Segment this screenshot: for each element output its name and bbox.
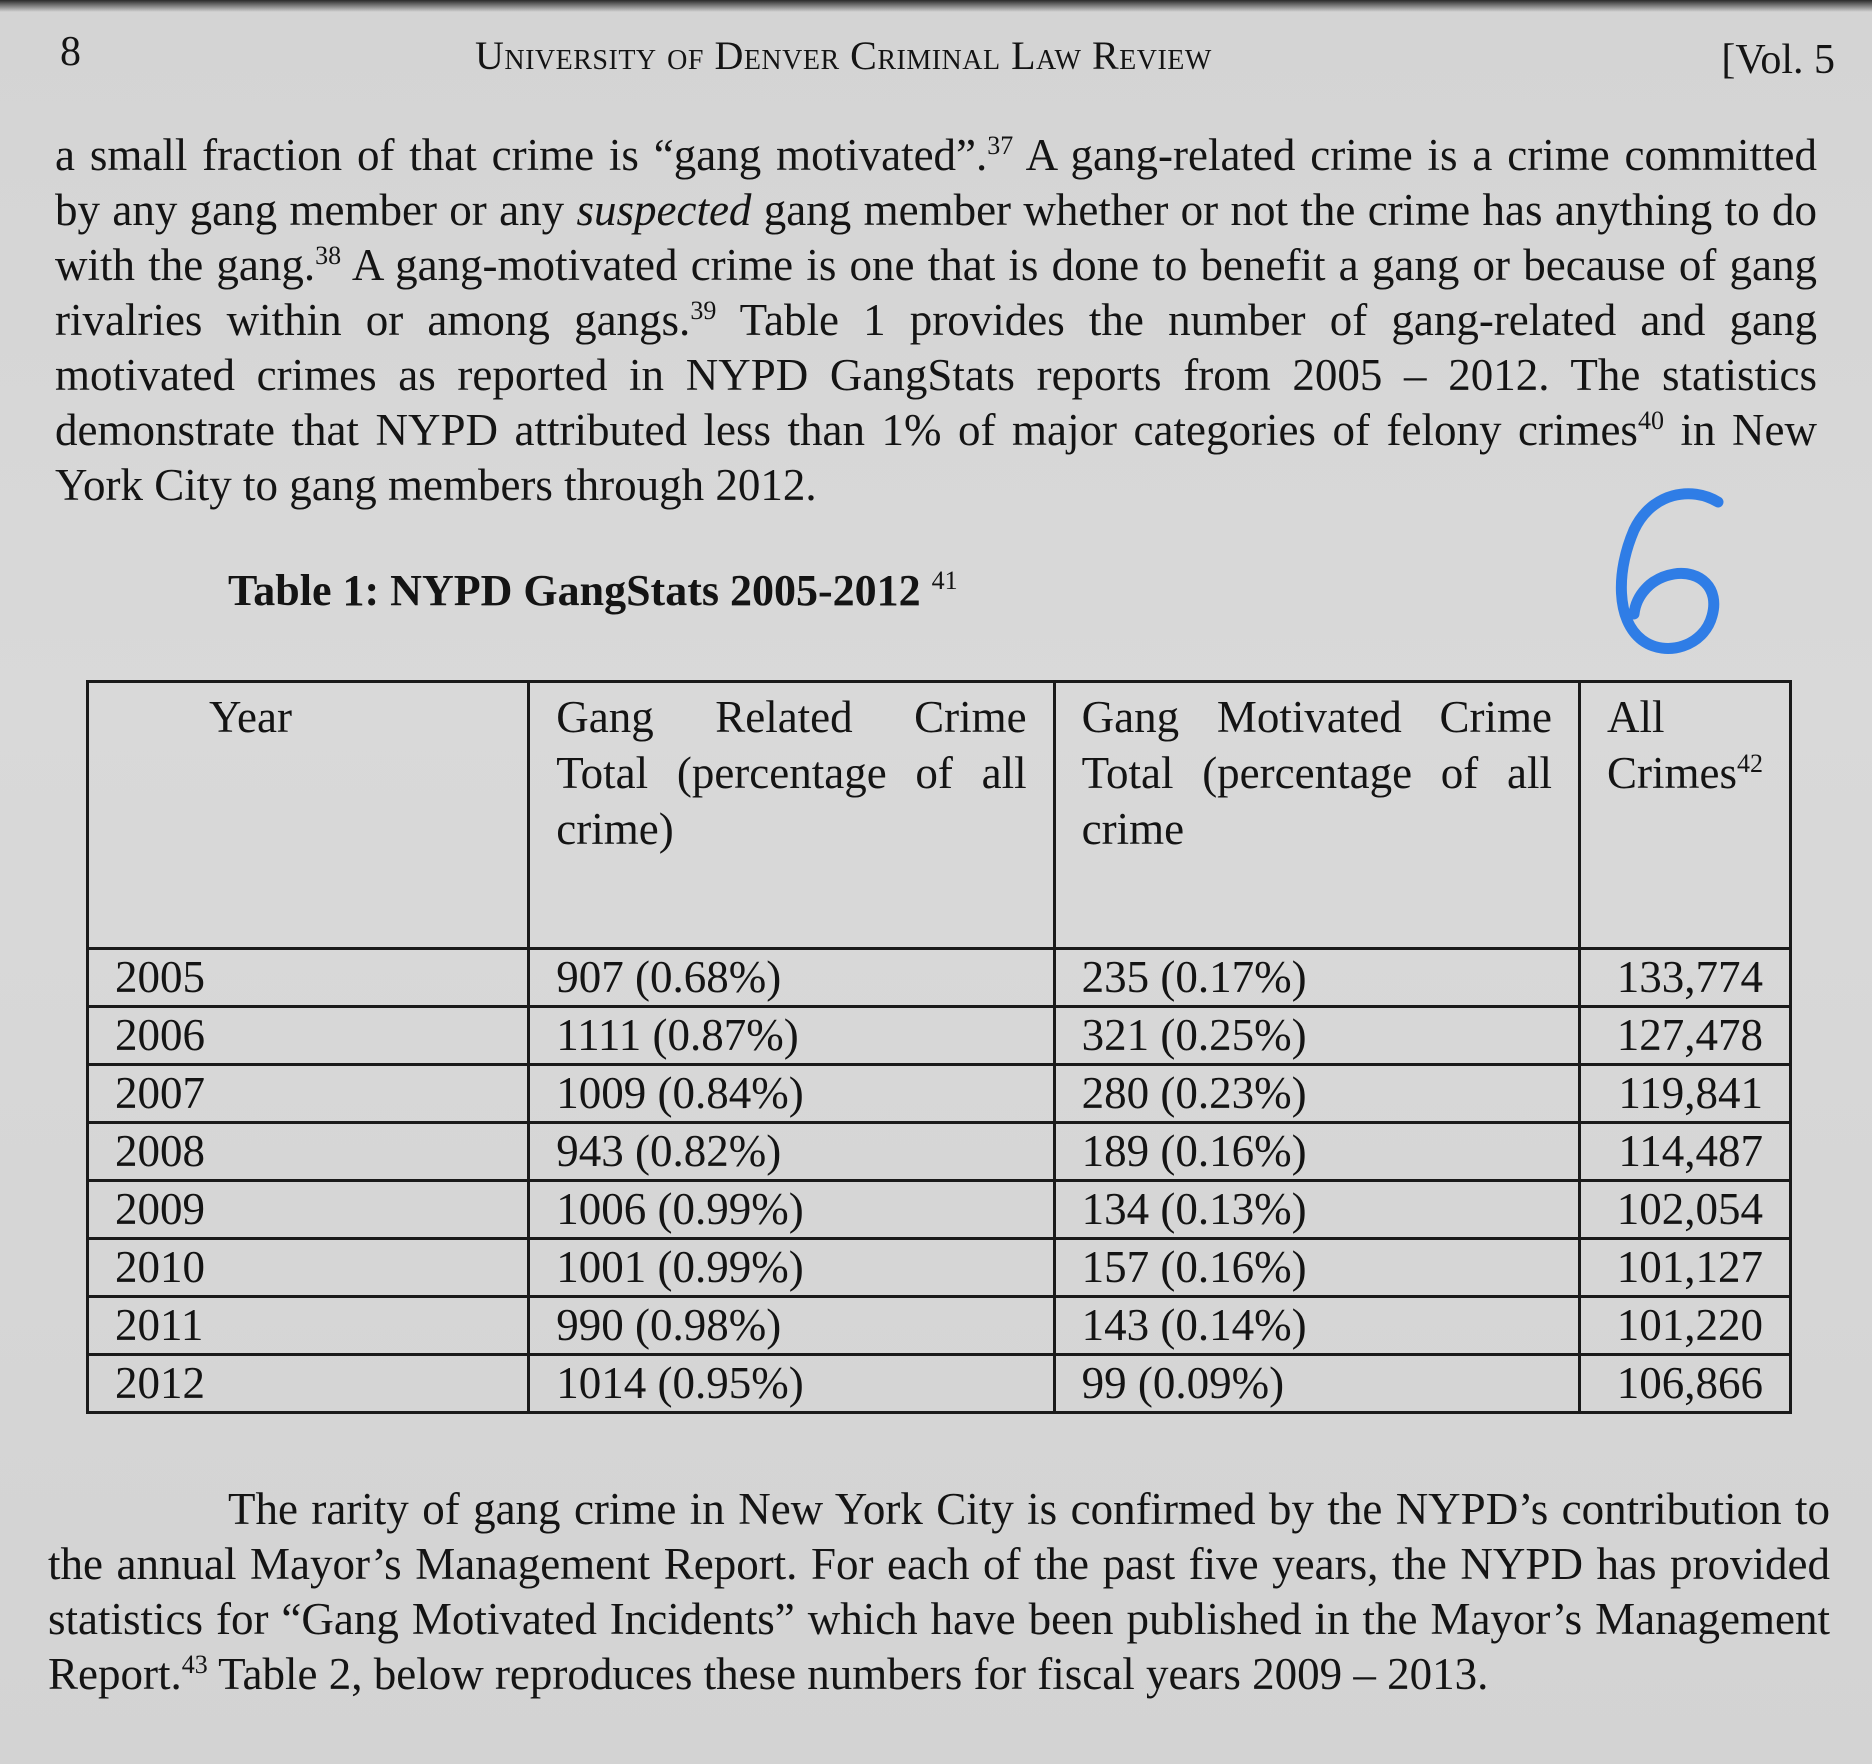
header-gang-motivated: Gang Motivated Crime Total (percentage of all crime	[1054, 682, 1579, 949]
cell-year: 2011	[88, 1297, 529, 1355]
gangstats-table	[86, 680, 1792, 1414]
paragraph-text: A gang-motivated crime is one that is done to benefit a gang or because of gang rivalries within or among gangs.	[55, 240, 1818, 345]
table-row	[88, 1181, 1791, 1239]
journal-title: University of Denver Criminal Law Review	[475, 33, 1212, 78]
cell-gang-motivated: 134 (0.13%)	[1054, 1181, 1579, 1239]
cell-all-crimes: 106,866	[1580, 1355, 1791, 1413]
body-paragraph-2	[48, 1482, 1830, 1702]
cell-gang-related: 1014 (0.95%)	[529, 1355, 1054, 1413]
paragraph-text: gang member whether or not the crime has anything to do with the gang.	[55, 185, 1818, 290]
footnote-ref-38: 38	[315, 241, 342, 270]
paragraph-text: in New York City to gang members through 2012.	[55, 405, 1817, 510]
cell-gang-motivated: 99 (0.09%)	[1054, 1355, 1579, 1413]
cell-gang-related: 907 (0.68%)	[529, 949, 1054, 1007]
paragraph-text: A gang-related crime is a crime committed by any gang member or any	[55, 130, 1817, 235]
cell-gang-motivated: 143 (0.14%)	[1054, 1297, 1579, 1355]
photo-edge-shadow	[0, 0, 1872, 12]
cell-all-crimes: 114,487	[1580, 1123, 1791, 1181]
cell-gang-motivated: 280 (0.23%)	[1054, 1065, 1579, 1123]
cell-all-crimes: 101,220	[1580, 1297, 1791, 1355]
cell-all-crimes: 119,841	[1580, 1065, 1791, 1123]
footnote-ref-39: 39	[690, 296, 717, 325]
cell-gang-motivated: 235 (0.17%)	[1054, 949, 1579, 1007]
table-header-row	[88, 682, 1791, 949]
table-row	[88, 1065, 1791, 1123]
footnote-ref-41: 41	[931, 566, 958, 595]
cell-all-crimes: 101,127	[1580, 1239, 1791, 1297]
cell-gang-related: 990 (0.98%)	[529, 1297, 1054, 1355]
table-row	[88, 949, 1791, 1007]
cell-year: 2007	[88, 1065, 529, 1123]
cell-year: 2008	[88, 1123, 529, 1181]
cell-year: 2009	[88, 1181, 529, 1239]
cell-all-crimes: 102,054	[1580, 1181, 1791, 1239]
table-row	[88, 1123, 1791, 1181]
emphasis-text: suspected	[576, 185, 752, 235]
volume-label: [Vol. 5	[1721, 37, 1835, 83]
running-header	[55, 28, 1835, 88]
paragraph-text: Table 1 provides the number of gang-related and gang motivated crimes as reported in NYPD GangStats reports from 2005 – 2012. The statistics demonstrate that NYPD attributed less than 1% of major categories of felony crimes	[55, 295, 1817, 455]
footnote-ref-42: 42	[1737, 749, 1764, 778]
paragraph-text: The rarity of gang crime in New York City is confirmed by the NYPD’s contribution to the annual Mayor’s Management Report. For each of the past five years, the NYPD has provided statistics for “Gang Motivated Incidents” which have been published in the Mayor’s Management Report.	[48, 1484, 1830, 1699]
footnote-ref-37: 37	[987, 131, 1014, 160]
cell-gang-motivated: 157 (0.16%)	[1054, 1239, 1579, 1297]
footnote-ref-43: 43	[181, 1650, 208, 1679]
cell-gang-related: 943 (0.82%)	[529, 1123, 1054, 1181]
table-title: Table 1: NYPD GangStats 2005-2012	[228, 566, 921, 615]
paragraph-text: Table 2, below reproduces these numbers for fiscal years 2009 – 2013.	[207, 1649, 1489, 1699]
table-row	[88, 1297, 1791, 1355]
cell-gang-related: 1111 (0.87%)	[529, 1007, 1054, 1065]
table-row	[88, 1355, 1791, 1413]
table-row	[88, 1239, 1791, 1297]
cell-gang-motivated: 321 (0.25%)	[1054, 1007, 1579, 1065]
page-number: 8	[60, 29, 81, 75]
cell-all-crimes: 133,774	[1580, 949, 1791, 1007]
cell-year: 2006	[88, 1007, 529, 1065]
header-all-crimes-label: All Crimes	[1607, 692, 1738, 798]
header-year: Year	[88, 682, 529, 949]
cell-gang-related: 1009 (0.84%)	[529, 1065, 1054, 1123]
body-paragraph-1	[55, 128, 1817, 513]
header-gang-related: Gang Related Crime Total (percentage of all crime)	[529, 682, 1054, 949]
cell-gang-motivated: 189 (0.16%)	[1054, 1123, 1579, 1181]
footnote-ref-40: 40	[1637, 406, 1664, 435]
paragraph-text: a small fraction of that crime is “gang motivated”.	[55, 130, 988, 180]
cell-year: 2010	[88, 1239, 529, 1297]
cell-all-crimes: 127,478	[1580, 1007, 1791, 1065]
table-caption	[228, 565, 958, 616]
handwritten-six-mark	[1600, 480, 1740, 670]
cell-gang-related: 1006 (0.99%)	[529, 1181, 1054, 1239]
cell-year: 2005	[88, 949, 529, 1007]
table-row	[88, 1007, 1791, 1065]
header-all-crimes	[1580, 682, 1791, 949]
cell-gang-related: 1001 (0.99%)	[529, 1239, 1054, 1297]
cell-year: 2012	[88, 1355, 529, 1413]
